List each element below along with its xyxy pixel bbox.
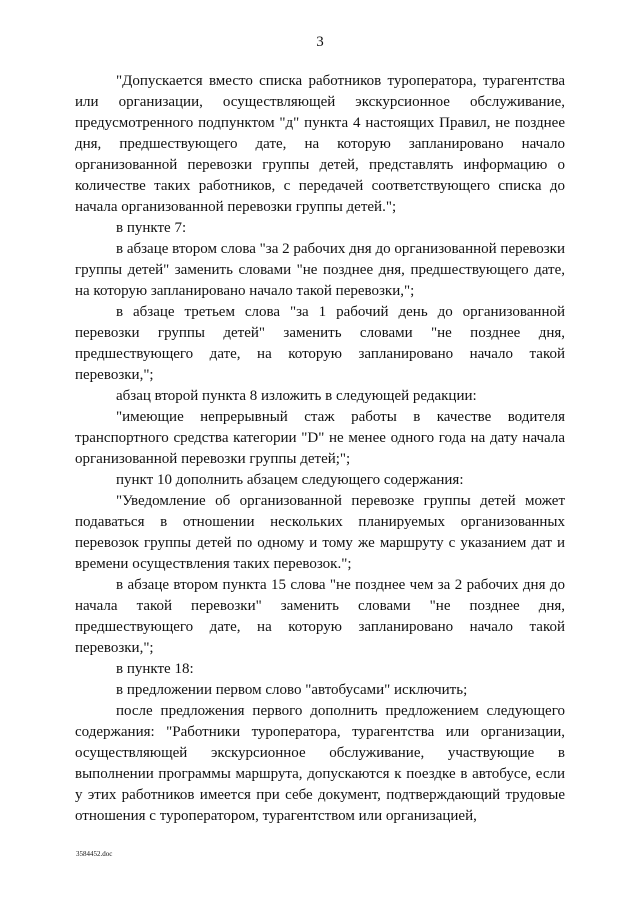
paragraph-1: "Допускается вместо списка работников туроператора, турагентства или организации, осуществляющей экскурсионное обслуживание, предусмотренного подпунктом "д" пункта 4 настоящих Правил, не позднее дня, предшествующего дате, на которую запланировано начало организованной перевозки группы детей, представлять информацию о количестве таких работников, с передачей соответствующего списка до начала организованной перевозки группы детей.";: [75, 73, 565, 215]
paragraph-4: в абзаце третьем слова "за 1 рабочий день до организованной перевозки группы детей" заменить словами "не позднее дня, предшествующего дате, на которую запланировано начало такой перевозки,";: [75, 304, 565, 383]
paragraph-10: в пункте 18:: [116, 661, 194, 677]
paragraph-8: "Уведомление об организованной перевозке группы детей может подаваться в отношении нескольких планируемых организованных перевозок группы детей по одному и тому же маршруту с указанием дат и времени осуществления таких перевозок.";: [75, 493, 565, 572]
document-body: [75, 71, 565, 827]
paragraph-2: в пункте 7:: [116, 220, 187, 236]
paragraph-9: в абзаце втором пункта 15 слова "не позднее чем за 2 рабочих дня до начала такой перевозки" заменить словами "не позднее дня, предшествующего дате, на которую запланировано начало такой перевозки,";: [75, 577, 565, 656]
paragraph-7: пункт 10 дополнить абзацем следующего содержания:: [116, 472, 464, 488]
paragraph-11: в предложении первом слово "автобусами" исключить;: [116, 682, 468, 698]
document-filename: 3584452.doc: [76, 850, 113, 858]
page-number: 3: [316, 34, 324, 50]
paragraph-6: "имеющие непрерывный стаж работы в качестве водителя транспортного средства категории "D" не менее одного года на дату начала организованной перевозки группы детей;";: [75, 409, 565, 467]
paragraph-5: абзац второй пункта 8 изложить в следующей редакции:: [116, 388, 477, 404]
paragraph-3: в абзаце втором слова "за 2 рабочих дня до организованной перевозки группы детей" заменить словами "не позднее дня, предшествующего дате, на которую запланировано начало такой перевозки,";: [75, 241, 565, 299]
paragraph-12: после предложения первого дополнить предложением следующего содержания: "Работники туроператора, турагентства или организации, осуществляющей экскурсионное обслуживание, участвующие в выполнении программы маршрута, допускаются к поездке в автобусе, если у этих работников имеется при себе документ, подтверждающий трудовые отношения с туроператором, турагентством или организацией,: [75, 703, 565, 824]
